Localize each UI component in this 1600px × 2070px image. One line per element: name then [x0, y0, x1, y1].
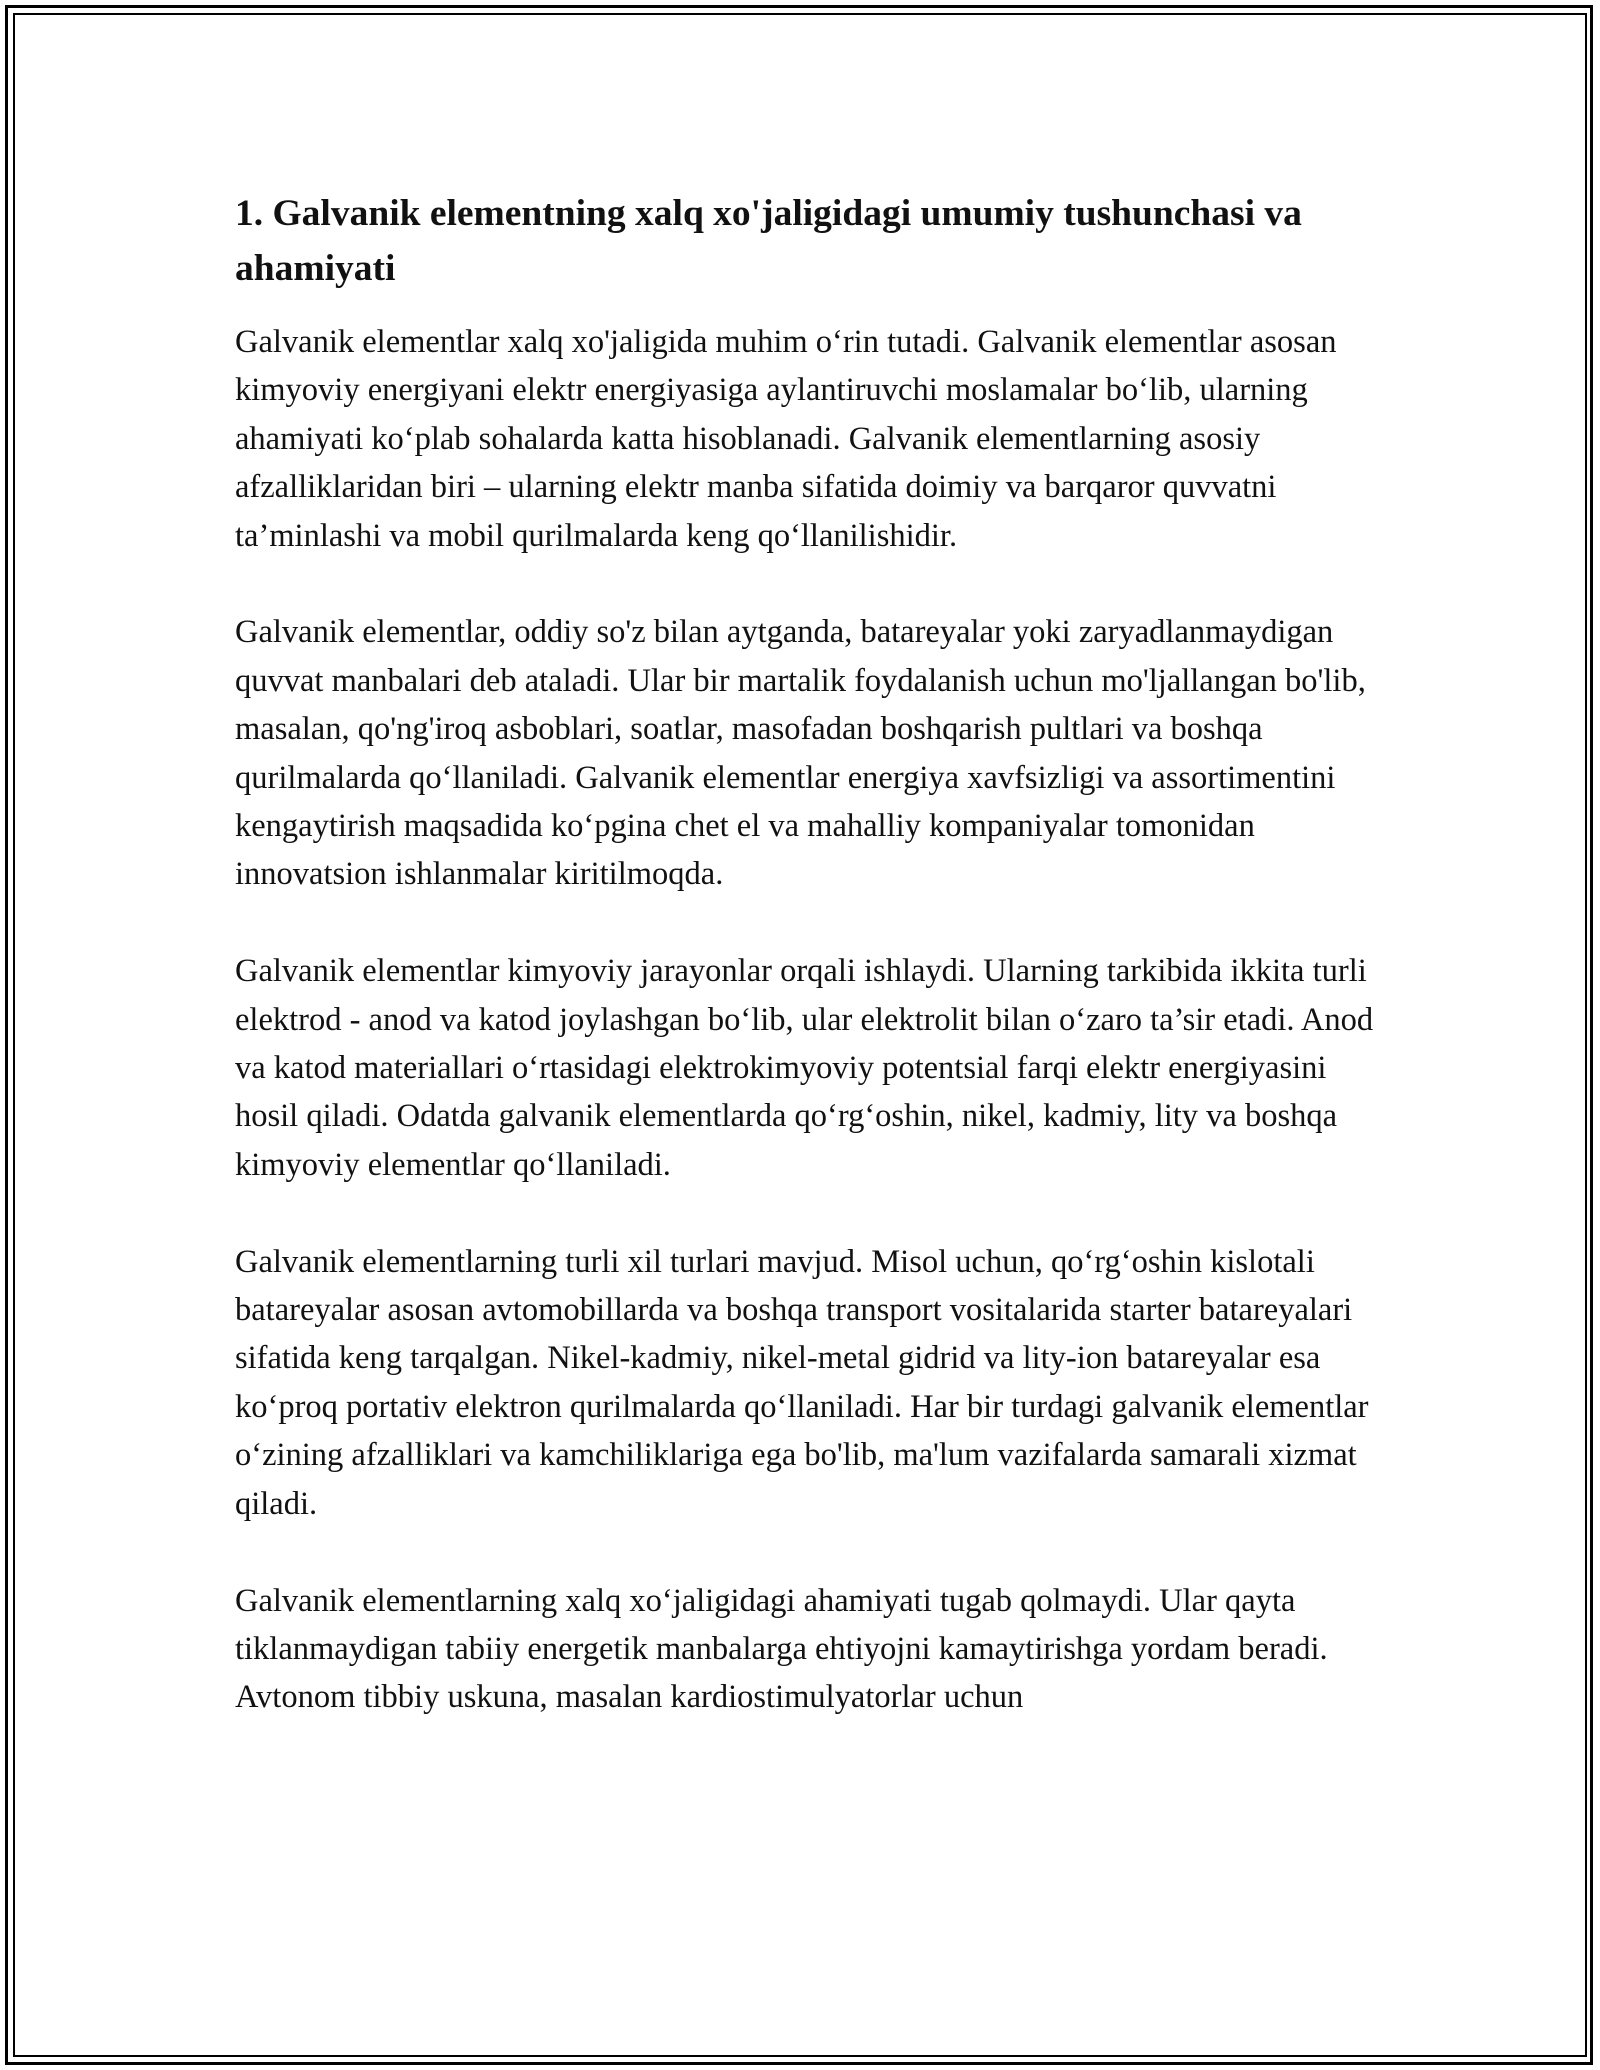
paragraph-3: Galvanik elementlar kimyoviy jarayonlar orqali ishlaydi. Ularning tarkibida ikkita turli elektrod - anod va katod joylashgan bo‘lib, ular elektrolit bilan o‘zaro ta’sir etadi. Anod va katod materiallari o‘rtasidagi elektrokimyoviy potentsial farqi elektr energiyasini hosil qiladi. Odatda galvanik elementlarda qo‘rg‘oshin, nikel, kadmiy, lity va boshqa kimyoviy elementlar qo‘llaniladi.	[235, 953, 1374, 1183]
paragraph-2: Galvanik elementlar, oddiy so'z bilan aytganda, batareyalar yoki zaryadlanmaydigan quvvat manbalari deb ataladi. Ular bir martalik foydalanish uchun mo'ljallangan bo'lib, masalan, qo'ng'iroq asboblari, soatlar, masofadan boshqarish pultlari va boshqa qurilmalarda qo‘llaniladi. Galvanik elementlar energiya xavfsizligi va assortimentini kengaytirish maqsadida ko‘pgina chet el va mahalliy kompaniyalar tomonidan innovatsion ishlanmalar kiritilmoqda.	[235, 614, 1366, 893]
paragraph-1: Galvanik elementlar xalq xo'jaligida muhim o‘rin tutadi. Galvanik elementlar asosan kimyoviy energiyani elektr energiyasiga aylantiruvchi moslamalar bo‘lib, ularning ahamiyati ko‘plab sohalarda katta hisoblanadi. Galvanik elementlarning asosiy afzalliklaridan biri – ularning elektr manba sifatida doimiy va barqaror quvvatni ta’minlashi va mobil qurilmalarda keng qo‘llanilishidir.	[235, 324, 1337, 554]
section-heading: 1. Galvanik elementning xalq xo'jaligidagi umumiy tushunchasi va ahamiyati	[235, 193, 1302, 289]
paragraph-5: Galvanik elementlarning xalq xo‘jaligidagi ahamiyati tugab qolmaydi. Ular qayta tiklanmaydigan tabiiy energetik manbalarga ehtiyojni kamaytirishga yordam beradi. Avtonom tibbiy uskuna, masalan kardiostimulyatorlar uchun	[235, 1582, 1328, 1716]
document-body	[235, 186, 1375, 1770]
paragraph-4: Galvanik elementlarning turli xil turlari mavjud. Misol uchun, qo‘rg‘oshin kislotali batareyalar asosan avtomobillarda va boshqa transport vositalarida starter batareyalari sifatida keng tarqalgan. Nikel-kadmiy, nikel-metal gidrid va lity-ion batareyalar esa ko‘proq portativ elektron qurilmalarda qo‘llaniladi. Har bir turdagi galvanik elementlar o‘zining afzalliklari va kamchiliklariga ega bo'lib, ma'lum vazifalarda samarali xizmat qiladi.	[235, 1243, 1369, 1522]
